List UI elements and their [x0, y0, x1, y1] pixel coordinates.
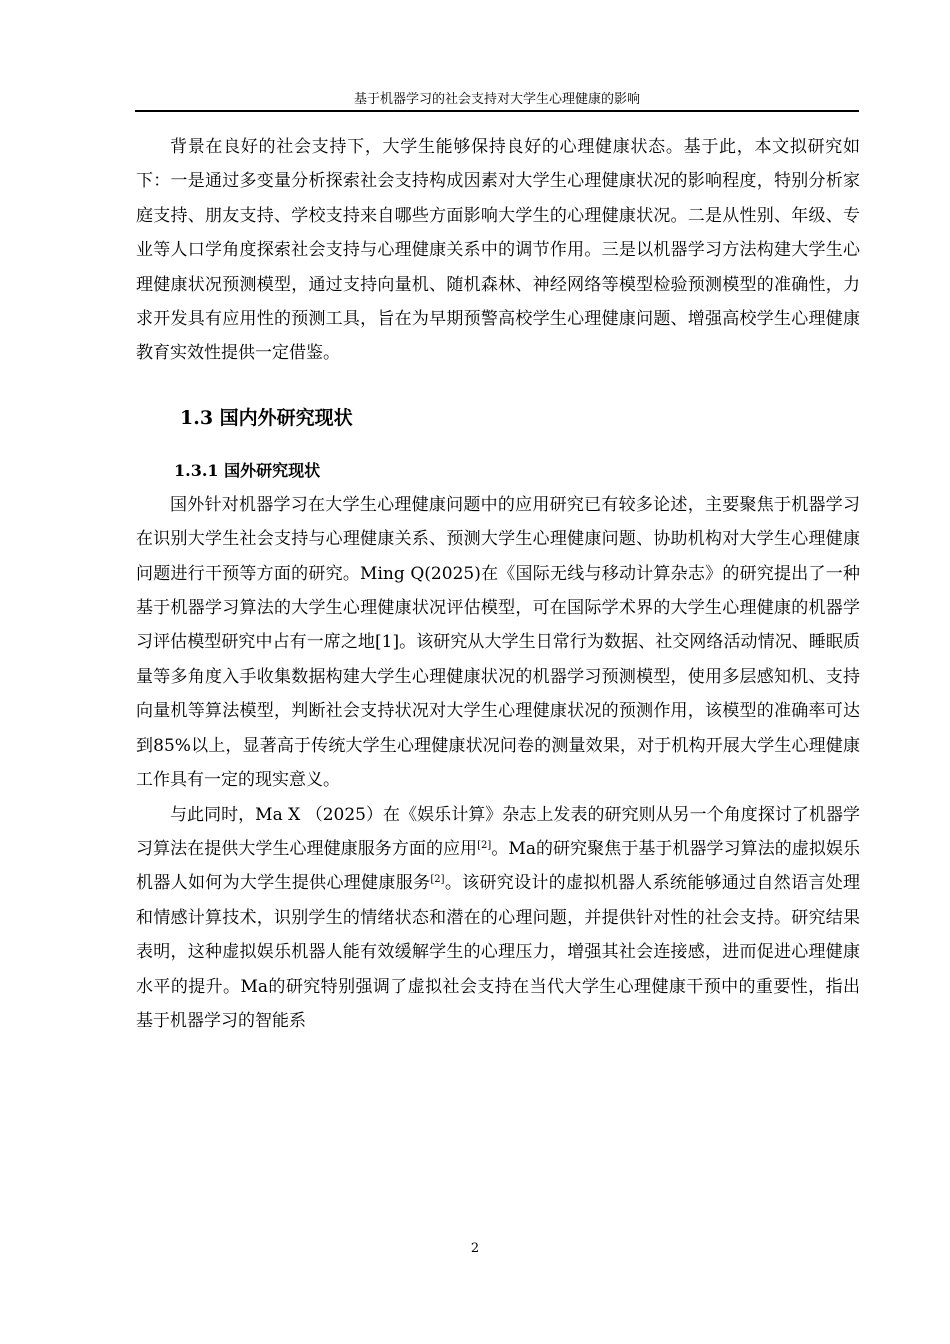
page-number: 2: [470, 1241, 480, 1256]
paragraph-text: 与此同时，Ma X （2025）在《娱乐计算》杂志上发表的研究则从另一个角度探讨了机器学习算法在提供大学生心理健康服务方面的应用: [136, 804, 860, 859]
running-header: 基于机器学习的社会支持对大学生心理健康的影响: [353, 92, 640, 107]
foreign-research-paragraph-1: 国外针对机器学习在大学生心理健康问题中的应用研究已有较多论述，主要聚焦于机器学习在识别大学生社会支持与心理健康关系、预测大学生心理健康问题、协助机构对大学生心理健康问题进行干预等方面的研究。Ming Q(2025)在《国际无线与移动计算杂志》的研究提出了一种基于机器学习算法的大学生心理健康状况评估模型，可在国际学术界的大学生心理健康的机器学习评估模型研究中占有一席之地[1]。该研究从大学生日常行为数据、社交网络活动情况、睡眠质量等多角度入手收集数据构建大学生心理健康状况的机器学习预测模型，使用多层感知机、支持向量机等算法模型，判断社会支持状况对大学生心理健康状况的预测作用，该模型的准确率可达到85%以上，显著高于传统大学生心理健康状况问卷的测量效果，对于机构开展大学生心理健康工作具有一定的现实意义。: [136, 494, 860, 791]
header-divider: [135, 110, 859, 112]
foreign-research-paragraph-2: [136, 798, 860, 1039]
citation-ref: [2]: [430, 874, 445, 886]
paragraph-text: 。该研究设计的虚拟机器人系统能够通过自然语言处理和情感计算技术，识别学生的情绪状态和潜在的心理问题，并提供针对性的社会支持。研究结果表明，这种虚拟娱乐机器人能有效缓解学生的心理压力，增强其社会连接感，进而促进心理健康水平的提升。Ma的研究特别强调了虚拟社会支持在当代大学生心理健康干预中的重要性，指出基于机器学习的智能系: [136, 873, 861, 1031]
subsection-heading: 1.3.1 国外研究现状: [174, 460, 321, 480]
paragraph-text: 。Ma的研究聚焦于基于机器学习算法的虚拟娱乐机器人如何为大学生提供心理健康服务: [136, 838, 861, 894]
intro-paragraph: 背景在良好的社会支持下，大学生能够保持良好的心理健康状态。基于此，本文拟研究如下：一是通过多变量分析探索社会支持构成因素对大学生心理健康状况的影响程度，特别分析家庭支持、朋友支持、学校支持来自哪些方面影响大学生的心理健康状况。二是从性别、年级、专业等人口学角度探索社会支持与心理健康关系中的调节作用。三是以机器学习方法构建大学生心理健康状况预测模型，通过支持向量机、随机森林、神经网络等模型检验预测模型的准确性，力求开发具有应用性的预测工具，旨在为早期预警高校学生心理健康问题、增强高校学生心理健康教育实效性提供一定借鉴。: [136, 137, 860, 364]
section-heading: 1.3 国内外研究现状: [180, 406, 353, 429]
citation-ref: [2]: [477, 839, 492, 851]
page-body: [136, 130, 860, 1038]
